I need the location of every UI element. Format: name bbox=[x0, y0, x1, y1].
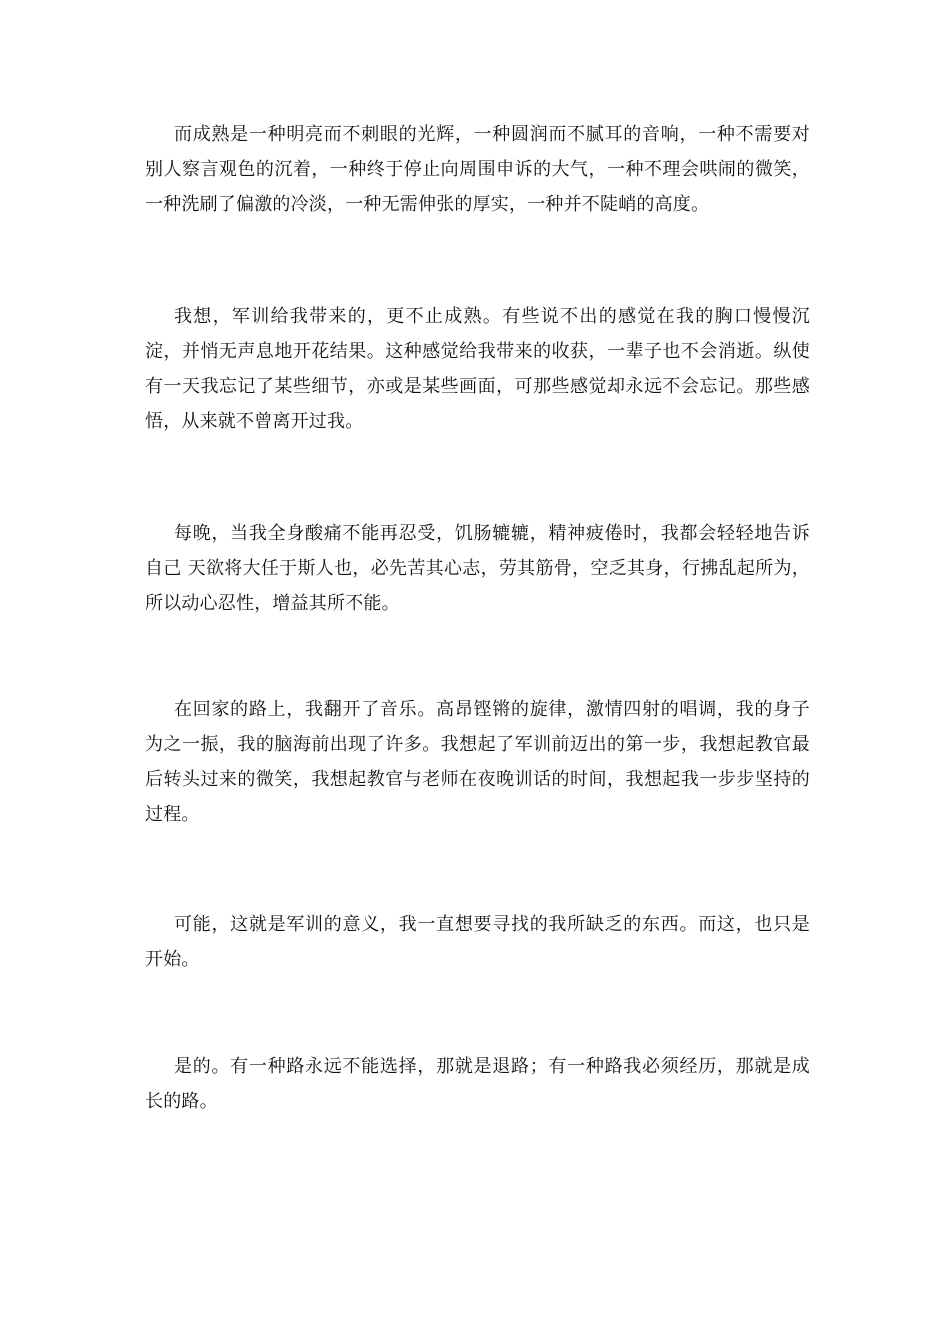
paragraph-maturity: 而成熟是一种明亮而不刺眼的光辉，一种圆润而不腻耳的音响，一种不需要对别人察言观色的沉着，一种终于停止向周围申诉的大气，一种不理会哄闹的微笑，一种洗刷了偏激的冷淡，一种无需伸张的厚实，一种并不陡峭的高度。 bbox=[145, 124, 810, 215]
paragraph-military-training-gains: 我想，军训给我带来的，更不止成熟。有些说不出的感觉在我的胸口慢慢沉淀，并悄无声息地开花结果。这种感觉给我带来的收获，一辈子也不会消逝。纵使有一天我忘记了某些细节，亦或是某些画面，可那些感觉却永远不会忘记。那些感悟，从来就不曾离开过我。 bbox=[145, 306, 810, 432]
paragraph-road-of-growth: 是的。有一种路永远不能选择，那就是退路；有一种路我必须经历，那就是成长的路。 bbox=[145, 1056, 810, 1112]
paragraph-way-home: 在回家的路上，我翻开了音乐。高昂铿锵的旋律，激情四射的唱调，我的身子为之一振，我的脑海前出现了许多。我想起了军训前迈出的第一步，我想起教官最后转头过来的微笑，我想起教官与老师在夜晚训话的时间，我想起我一步步坚持的过程。 bbox=[145, 699, 810, 825]
paragraph-every-night: 每晚，当我全身酸痛不能再忍受，饥肠辘辘，精神疲倦时，我都会轻轻地告诉自己 天欲将大任于斯人也，必先苦其心志，劳其筋骨，空乏其身，行拂乱起所为，所以动心忍性，增益其所不能。 bbox=[145, 523, 810, 614]
paragraph-meaning: 可能，这就是军训的意义，我一直想要寻找的我所缺乏的东西。而这，也只是开始。 bbox=[145, 914, 810, 970]
